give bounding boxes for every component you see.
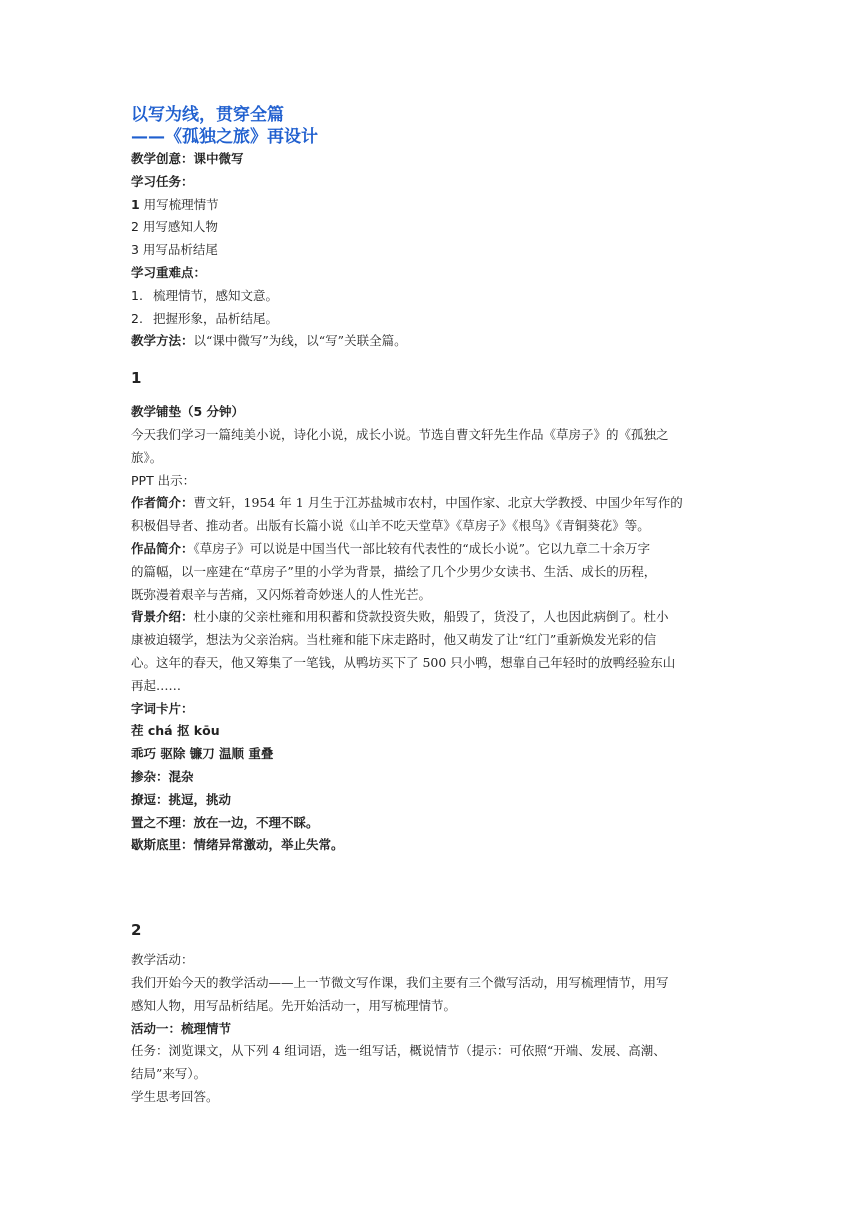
work-intro-cont: 的篇幅，以一座建在“草房子”里的小学为背景，描绘了几个少男少女读书、生活、成长的历程， <box>131 563 657 579</box>
word-card: 乖巧 驱除 镰刀 温顺 重叠 <box>131 746 274 762</box>
section1-heading: 教学铺垫（5 分钟） <box>131 404 245 420</box>
activity-task-cont: 结局”来写）。 <box>131 1066 207 1082</box>
activity-intro-cont: 感知人物，用写品析结尾。先开始活动一，用写梳理情节。 <box>131 997 457 1013</box>
task-number: 3 <box>131 242 139 258</box>
background-intro-cont: 心。这年的春天，他又筹集了一笔钱，从鸭坊买下了 500 只小鸭，想靠自己年轻时的放鸭经验东山 <box>131 654 676 670</box>
task-text: 用写品析结尾 <box>138 242 218 258</box>
word-card: 撩逗：挑逗，挑动 <box>131 791 232 807</box>
task-item <box>131 239 731 262</box>
method-line <box>131 330 731 353</box>
background-intro <box>131 606 731 629</box>
key-point-number: 1. <box>131 287 143 303</box>
task-number: 1 <box>131 196 140 212</box>
section-number-2: 2 <box>131 921 142 940</box>
document-subtitle: ——《孤独之旅》再设计 <box>131 127 318 147</box>
section1-intro-cont: 旅》。 <box>131 449 163 465</box>
task-text: 用写梳理情节 <box>139 196 219 212</box>
activity-task: 任务：浏览课文，从下列 4 组词语，选一组写话，概说情节（提示：可依照“开端、发展、高潮、 <box>131 1043 666 1059</box>
author-intro <box>131 492 731 515</box>
background-intro-cont: 再起…… <box>131 677 182 693</box>
activity-label: 教学活动： <box>131 952 194 968</box>
author-intro-cont: 积极倡导者、推动者。出版有长篇小说《山羊不吃天堂草》《草房子》《根鸟》《青铜葵花》等。 <box>131 518 650 534</box>
activity-one-label: 活动一：梳理情节 <box>131 1020 232 1036</box>
task-item <box>131 194 731 217</box>
word-card: 掺杂：混杂 <box>131 768 194 784</box>
task-text: 用写感知人物 <box>138 219 218 235</box>
work-intro <box>131 538 731 561</box>
work-intro-cont: 既弥漫着艰辛与苦痛，又闪烁着奇妙迷人的人性光芒。 <box>131 586 432 602</box>
key-points-label: 学习重难点： <box>131 264 207 280</box>
key-point-number: 2. <box>131 310 143 326</box>
document-title: 以写为线，贯穿全篇 <box>131 105 284 125</box>
author-text: 曹文轩，1954 年 1 月生于江苏盐城市农村，中国作家、北京大学教授、中国少年写作的 <box>193 495 683 511</box>
section-number-1: 1 <box>131 369 142 388</box>
student-answer-note: 学生思考回答。 <box>131 1088 219 1104</box>
method-label: 教学方法： <box>131 333 194 349</box>
background-text: 杜小康的父亲杜雍和用积蓄和贷款投资失败，船毁了，货没了，人也因此病倒了。杜小 <box>193 609 669 625</box>
work-text: 《草房子》可以说是中国当代一部比较有代表性的“成长小说”。它以九章二十余万字 <box>193 540 651 556</box>
background-intro-cont: 康被迫辍学，想法为父亲治病。当杜雍和能下床走路时，他又萌发了让“红门”重新焕发光彩的信 <box>131 632 657 648</box>
word-card: 茬 chá 抠 kōu <box>131 723 220 739</box>
activity-intro: 我们开始今天的教学活动——上一节微文写作课，我们主要有三个微写活动，用写梳理情节，用写 <box>131 974 669 990</box>
word-cards-label: 字词卡片： <box>131 700 194 716</box>
key-point-text: 把握形象，品析结尾。 <box>153 310 279 326</box>
section1-intro: 今天我们学习一篇纯美小说，诗化小说，成长小说。节选自曹文轩先生作品《草房子》的《孤独之 <box>131 426 669 442</box>
key-point-item <box>131 285 731 308</box>
key-point-text: 梳理情节，感知文意。 <box>153 287 279 303</box>
work-label: 作品简介： <box>131 540 194 556</box>
word-card: 置之不理：放在一边，不理不睬。 <box>131 814 319 830</box>
document-page <box>131 104 731 1109</box>
background-label: 背景介绍： <box>131 609 194 625</box>
tasks-label: 学习任务： <box>131 173 194 189</box>
key-point-item <box>131 308 731 331</box>
task-number: 2 <box>131 219 139 235</box>
author-label: 作者简介： <box>131 495 194 511</box>
creative-label: 教学创意：课中微写 <box>131 151 244 166</box>
word-card: 歇斯底里：情绪异常激动，举止失常。 <box>131 837 344 853</box>
task-item <box>131 216 731 239</box>
ppt-label: PPT 出示： <box>131 472 196 488</box>
method-text: 以“课中微写”为线，以“写”关联全篇。 <box>193 333 407 349</box>
